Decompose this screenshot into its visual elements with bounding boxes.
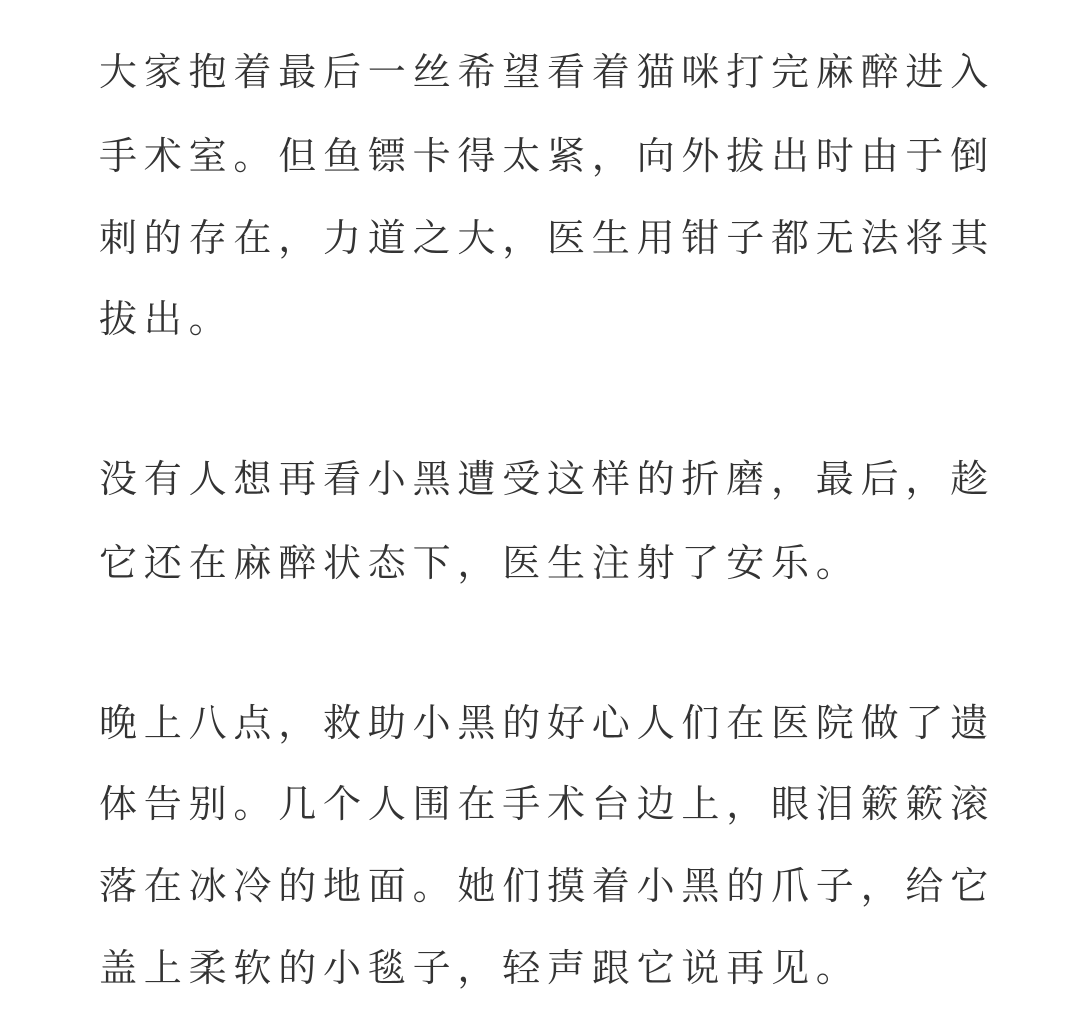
paragraph-1-line-4: 拔出。: [99, 297, 234, 341]
paragraph-1-line-1: 大家抱着最后一丝希望看着猫咪打完麻醉进入: [99, 50, 996, 94]
paragraph-3-line-3: 落在冰冷的地面。她们摸着小黑的爪子，给它: [99, 864, 996, 908]
paragraph-2-line-1: 没有人想再看小黑遭受这样的折磨，最后，趁: [99, 457, 996, 501]
paragraph-3-line-1: 晚上八点，救助小黑的好心人们在医院做了遗: [99, 701, 996, 745]
paragraph-1-line-2: 手术室。但鱼镖卡得太紧，向外拔出时由于倒: [99, 134, 996, 178]
paragraph-3-line-4: 盖上柔软的小毯子，轻声跟它说再见。: [99, 946, 861, 990]
paragraph-3-line-2: 体告别。几个人围在手术台边上，眼泪簌簌滚: [99, 782, 996, 826]
paragraph-1-line-3: 刺的存在，力道之大，医生用钳子都无法将其: [99, 216, 996, 260]
paragraph-2-line-2: 它还在麻醉状态下，医生注射了安乐。: [99, 541, 861, 585]
